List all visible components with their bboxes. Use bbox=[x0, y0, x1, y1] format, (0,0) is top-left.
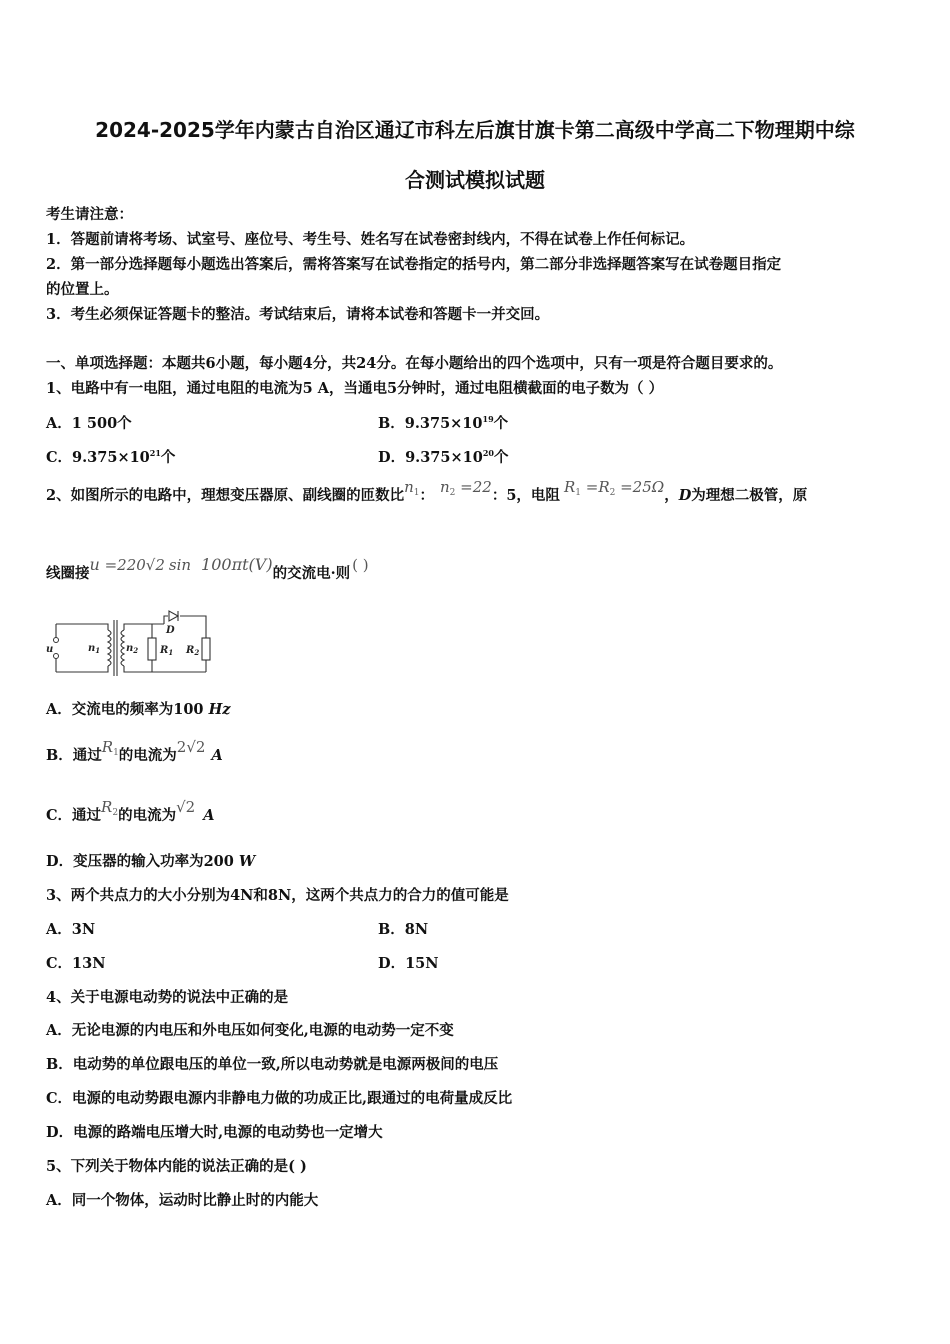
q2-b-mid: 的电流为 bbox=[118, 747, 177, 764]
q2-n2-value: =22 bbox=[455, 478, 492, 496]
q2-b-value: 2√2 bbox=[176, 738, 206, 756]
fig-n2-symbol: n bbox=[126, 643, 134, 654]
q2-c-r-symbol: R bbox=[101, 798, 113, 816]
q1-b-text: B．9.375×10 bbox=[378, 415, 483, 432]
notice-item-3: 3．考生必须保证答题卡的整洁。考试结束后，请将本试卷和答题卡一并交回。 bbox=[46, 306, 550, 323]
notice-heading: 考生请注意： bbox=[46, 206, 133, 223]
diode-wire-left bbox=[164, 616, 168, 624]
q3-option-d: D．15N bbox=[378, 955, 439, 972]
diode-triangle bbox=[169, 611, 178, 621]
q2-voltage-expr bbox=[90, 555, 273, 574]
q2-b-r-symbol: R bbox=[101, 738, 114, 756]
q3-option-c: C．13N bbox=[46, 955, 106, 972]
q2-c-mid: 的电流为 bbox=[118, 807, 177, 824]
q2-b-unit: A bbox=[211, 747, 223, 764]
fig-label-n1 bbox=[88, 643, 100, 655]
q2-n2 bbox=[440, 478, 492, 496]
q2-c-unit: A bbox=[203, 807, 215, 824]
fig-r1-symbol: R bbox=[160, 645, 169, 656]
q1-d-unit: 个 bbox=[493, 449, 509, 466]
fig-label-d: D bbox=[166, 625, 175, 636]
q2-b-pre: B．通过 bbox=[46, 747, 102, 764]
q2-r1-symbol: R bbox=[563, 478, 576, 496]
terminal-bottom bbox=[54, 654, 59, 659]
q2-d-unit: W bbox=[238, 853, 256, 870]
q4-stem: 4、关于电源电动势的说法中正确的是 bbox=[46, 989, 289, 1006]
q2-stem-a: 2、如图所示的电路中，理想变压器原、副线圈的匝数比 bbox=[46, 487, 405, 504]
fig-n2-sub: 2 bbox=[133, 646, 139, 655]
q2-stem-c: 为理想二极管，原 bbox=[691, 487, 808, 504]
q3-option-b: B．8N bbox=[378, 921, 429, 938]
fig-label-n2 bbox=[126, 643, 138, 655]
q2-answer-paren: ( ) bbox=[352, 556, 369, 574]
primary-coil bbox=[108, 630, 111, 666]
fig-label-u: u bbox=[46, 644, 54, 655]
section-1-heading: 一、单项选择题：本题共6小题，每小题4分，共24分。在每小题给出的四个选项中，只有一项是符合题目要求的。 bbox=[46, 355, 783, 372]
notice-item-2: 2．第一部分选择题每小题选出答案后，需将答案写在试卷指定的括号内，第二部分非选择题答案写在试卷题目指定 bbox=[46, 256, 782, 273]
q2-n2-symbol: n bbox=[440, 478, 450, 496]
terminal-top bbox=[54, 638, 59, 643]
fig-r1-sub: 1 bbox=[168, 648, 174, 657]
fig-r2-symbol: R bbox=[186, 645, 195, 656]
q2-comma: ， bbox=[664, 487, 679, 504]
q2-r2-symbol: R bbox=[598, 478, 610, 496]
q1-c-text: C．9.375×10 bbox=[46, 449, 150, 466]
fig-label-r1 bbox=[159, 645, 173, 657]
q2-n2-sub: 2 bbox=[449, 488, 456, 498]
q2-c-r2 bbox=[101, 798, 118, 816]
r2-resistor bbox=[202, 638, 210, 660]
q1-b-exponent: 19 bbox=[482, 414, 494, 424]
q2-circuit-figure bbox=[44, 608, 214, 686]
q2-n1 bbox=[404, 478, 419, 496]
q2-n1-symbol: n bbox=[404, 478, 414, 496]
q2-u-unit: (V) bbox=[248, 555, 273, 574]
exam-title-line2: 合测试模拟试题 bbox=[405, 168, 545, 192]
q1-option-d bbox=[378, 446, 508, 467]
q2-r2-sub: 2 bbox=[609, 488, 616, 498]
q2-resistance-eq bbox=[564, 478, 664, 496]
q2-eq-sign: = bbox=[580, 478, 599, 496]
notice-item-1: 1．答题前请将考场、试室号、座位号、考生号、姓名写在试卷密封线内，不得在试卷上作任何标记。 bbox=[46, 231, 695, 248]
q1-option-c bbox=[46, 446, 175, 467]
q2-b-r-sub: 1 bbox=[113, 748, 119, 758]
q2-u-arg: 100πt bbox=[201, 555, 249, 574]
q2-option-b bbox=[46, 738, 223, 766]
q1-b-unit: 个 bbox=[493, 415, 509, 432]
primary-wire-top bbox=[56, 624, 108, 630]
q2-r1-sub: 1 bbox=[575, 488, 581, 498]
fig-r2-sub: 2 bbox=[194, 648, 200, 657]
q5-stem: 5、下列关于物体内能的说法正确的是( ) bbox=[46, 1158, 307, 1175]
q2-resistance-value: =25Ω bbox=[615, 478, 665, 496]
q2-colon: ： bbox=[419, 487, 434, 504]
q2-u-sqrt: √2 bbox=[145, 556, 165, 574]
q2-line2-pre: 线圈接 bbox=[46, 565, 90, 582]
diode-wire-right bbox=[180, 616, 206, 638]
q2-ratio-tail: ：5，电阻 bbox=[491, 487, 560, 504]
q1-stem: 1、电路中有一电阻，通过电阻的电流为5 A，当通电5分钟时，通过电阻横截面的电子数为（ ） bbox=[46, 380, 664, 397]
q2-option-d bbox=[46, 850, 255, 871]
q2-option-a bbox=[46, 698, 231, 719]
r1-resistor bbox=[148, 638, 156, 660]
q2-u-eq: =220 bbox=[99, 556, 146, 574]
q2-u-symbol: u bbox=[89, 555, 100, 574]
exam-title-line1: 2024-2025学年内蒙古自治区通辽市科左后旗甘旗卡第二高级中学高二下物理期中综 bbox=[95, 118, 855, 142]
q2-c-r-sub: 2 bbox=[112, 808, 119, 818]
notice-item-2-cont: 的位置上。 bbox=[46, 281, 119, 298]
q3-stem: 3、两个共点力的大小分别为4N和8N，这两个共点力的合力的值可能是 bbox=[46, 887, 509, 904]
fig-n1-sub: 1 bbox=[95, 646, 101, 655]
q4-option-a: A．无论电源的内电压和外电压如何变化,电源的电动势一定不变 bbox=[46, 1022, 454, 1039]
q2-stem-line1 bbox=[46, 478, 808, 506]
q4-option-d: D．电源的路端电压增大时,电源的电动势也一定增大 bbox=[46, 1124, 383, 1141]
q4-option-b: B．电动势的单位跟电压的单位一致,所以电动势就是电源两极间的电压 bbox=[46, 1056, 499, 1073]
q2-n1-sub: 1 bbox=[413, 488, 420, 498]
secondary-coil bbox=[121, 630, 124, 666]
q1-d-exponent: 20 bbox=[482, 448, 494, 458]
q1-option-a: A．1 500个 bbox=[46, 415, 132, 432]
q1-c-exponent: 21 bbox=[149, 448, 161, 458]
q2-line2-post: 的交流电·则 bbox=[272, 565, 351, 582]
fig-n1-symbol: n bbox=[88, 643, 96, 654]
q4-option-c: C．电源的电动势跟电源内非静电力做的功成正比,跟通过的电荷量成反比 bbox=[46, 1090, 513, 1107]
secondary-wire-top bbox=[124, 624, 164, 630]
q2-a-text: A．交流电的频率为100 bbox=[46, 701, 209, 718]
q2-stem-line2 bbox=[46, 555, 369, 583]
fig-label-r2 bbox=[185, 645, 199, 657]
q2-b-r1 bbox=[102, 738, 119, 756]
q2-c-value: √2 bbox=[176, 798, 196, 816]
primary-wire-bottom bbox=[56, 666, 108, 672]
q1-c-unit: 个 bbox=[160, 449, 176, 466]
secondary-wire-bottom bbox=[124, 666, 206, 672]
q1-option-b bbox=[378, 412, 508, 433]
q2-a-unit: Hz bbox=[208, 701, 231, 718]
q1-d-text: D．9.375×10 bbox=[378, 449, 483, 466]
q2-option-c bbox=[46, 798, 215, 826]
q2-u-sin: sin bbox=[168, 556, 192, 574]
q5-option-a: A．同一个物体，运动时比静止时的内能大 bbox=[46, 1192, 319, 1209]
q3-option-a: A．3N bbox=[46, 921, 96, 938]
q2-d-text: D．变压器的输入功率为200 bbox=[46, 853, 239, 870]
q2-diode-symbol: D bbox=[678, 487, 692, 504]
q2-c-pre: C．通过 bbox=[46, 807, 102, 824]
